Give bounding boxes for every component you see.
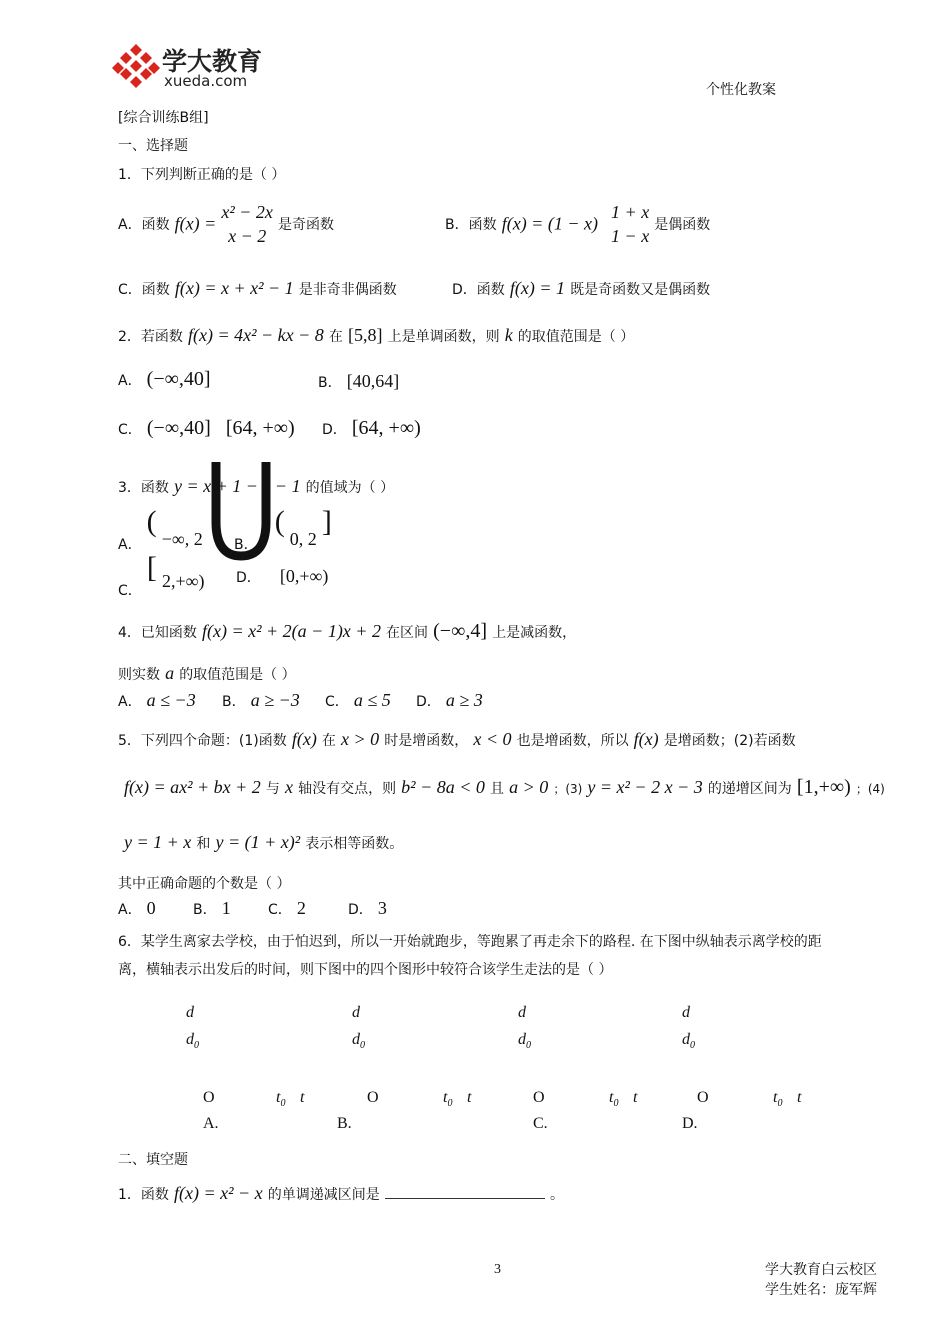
q2-option-d: D． [64, +∞) xyxy=(322,417,421,439)
graph-b-origin: O xyxy=(367,1089,379,1106)
graph-a-origin: O xyxy=(203,1089,215,1106)
q5-option-c: C． 2 xyxy=(268,898,306,918)
q5-option-b: B． 1 xyxy=(193,898,231,918)
q1-option-c: C．函数 f(x) = x + x² − 1 是非奇非偶函数 xyxy=(118,278,397,298)
q4-stem2: 则实数 a 的取值范围是（ ） xyxy=(118,663,296,683)
q6-line2: 离，横轴表示出发后的时间，则下图中的四个图形中较符合该学生走法的是（ ） xyxy=(118,962,613,978)
q3-option-d: D． [0,+∞) xyxy=(236,566,329,586)
graph-b-t0-label: $t_0$ xyxy=(443,1089,453,1110)
graph-c-t-label: t xyxy=(633,1089,638,1106)
graph-b-t-label: t xyxy=(467,1089,472,1106)
q5-line1: 5．下列四个命题：(1)函数 f(x) 在 x > 0 时是增函数， x < 0 也是增函数，所以 f(x) 是增函数；(2)若函数 xyxy=(118,729,796,749)
footer-student: 学生姓名：庞军辉 xyxy=(765,1282,877,1298)
graph-d-t-label: t xyxy=(797,1089,802,1106)
graph-a-caption: A. xyxy=(203,1115,219,1132)
graph-a-d-label: d xyxy=(186,1004,194,1021)
graph-c-d-label: d xyxy=(518,1004,526,1021)
q1-option-d: D．函数 f(x) = 1 既是奇函数又是偶函数 xyxy=(452,278,711,298)
q2-stem: 2．若函数 f(x) = 4x² − kx − 8 在 [5,8] 上是单调函数，则 k 的取值范围是（ ） xyxy=(118,325,635,345)
q4-option-d: D． a ≥ 3 xyxy=(416,690,483,710)
q5-line3: y = 1 + x 和 y = (1 + x)² 表示相等函数。 xyxy=(124,832,404,852)
answer-blank[interactable] xyxy=(385,1184,545,1199)
q1-b-fraction: 1 + x 1 − x xyxy=(611,202,650,246)
brand-domain: xueda.com xyxy=(164,72,248,90)
q3-option-b: B． ( 0, 2 ] xyxy=(234,505,332,553)
q4-option-b: B． a ≥ −3 xyxy=(222,690,300,710)
page-number: 3 xyxy=(494,1262,501,1277)
part-title-choice: 一、选择题 xyxy=(118,138,188,154)
q2-option-c: C． (−∞,40] [64, +∞) xyxy=(118,417,295,439)
graph-d-t0-label: $t_0$ xyxy=(773,1089,783,1110)
footer-campus: 学大教育白云校区 xyxy=(765,1262,877,1278)
graph-d-caption: D. xyxy=(682,1115,698,1132)
graph-c-origin: O xyxy=(533,1089,545,1106)
q6-line1: 6．某学生离家去学校，由于怕迟到，所以一开始就跑步，等跑累了再走余下的路程. 在下图中纵轴表示离学校的距 xyxy=(118,934,822,950)
q5-option-d: D． 3 xyxy=(348,898,387,918)
q3-option-a: A． ( −∞, 2 xyxy=(118,505,203,553)
graph-a-t-label: t xyxy=(300,1089,305,1106)
q1-option-b: B．函数 f(x) = (1 − x) 1 + x 1 − x 是偶函数 xyxy=(445,202,711,246)
q4-stem: 4．已知函数 f(x) = x² + 2(a − 1)x + 2 在区间 (−∞,4] 上是减函数， xyxy=(118,620,577,642)
graph-d-d0-label: $d_0$ xyxy=(682,1031,695,1052)
graph-c-t0-label: $t_0$ xyxy=(609,1089,619,1110)
q4-option-a: A． a ≤ −3 xyxy=(118,690,196,710)
q5-stem2: 其中正确命题的个数是（ ） xyxy=(118,876,291,892)
doc-type: 个性化教案 xyxy=(706,82,776,98)
graph-b-d0-label: $d_0$ xyxy=(352,1031,365,1052)
logo xyxy=(112,42,272,92)
q3-option-c: C． [ 2,+∞) xyxy=(118,551,205,599)
q1-stem: 1．下列判断正确的是（ ） xyxy=(118,167,286,183)
graph-b-caption: B. xyxy=(337,1115,352,1132)
graph-a-t0-label: $t_0$ xyxy=(276,1089,286,1110)
section-title: [综合训练B组] xyxy=(118,110,209,126)
logo-mark-icon xyxy=(112,42,160,88)
q2-option-a: A． (−∞,40] xyxy=(118,368,211,390)
graph-c-d0-label: $d_0$ xyxy=(518,1031,531,1052)
fill-q1: 1．函数 f(x) = x² − x 的单调递减区间是 。 xyxy=(118,1183,564,1203)
graph-d-d-label: d xyxy=(682,1004,690,1021)
q1-option-a: A．函数 f(x) = x² − 2x x − 2 是奇函数 xyxy=(118,202,335,246)
graph-c-caption: C. xyxy=(533,1115,548,1132)
q5-option-a: A． 0 xyxy=(118,898,156,918)
graph-a-d0-label: $d_0$ xyxy=(186,1031,199,1052)
part-title-fill: 二、填空题 xyxy=(118,1152,188,1168)
q4-option-c: C． a ≤ 5 xyxy=(325,690,391,710)
graph-d-origin: O xyxy=(697,1089,709,1106)
q1-a-fraction: x² − 2x x − 2 xyxy=(221,202,273,246)
q3-stem: 3．函数 y = x + 1 − x − 1 的值域为（ ） xyxy=(118,476,395,496)
graph-b-d-label: d xyxy=(352,1004,360,1021)
brand-name: 学大教育 xyxy=(162,47,263,76)
q5-line2: f(x) = ax² + bx + 2 与 x 轴没有交点，则 b² − 8a < 0 且 a > 0 ；(3) y = x² − 2 x − 3 的递增区间为 [1,+∞) ；(4) xyxy=(124,776,885,798)
q2-option-b: B． [40,64] xyxy=(318,371,400,391)
